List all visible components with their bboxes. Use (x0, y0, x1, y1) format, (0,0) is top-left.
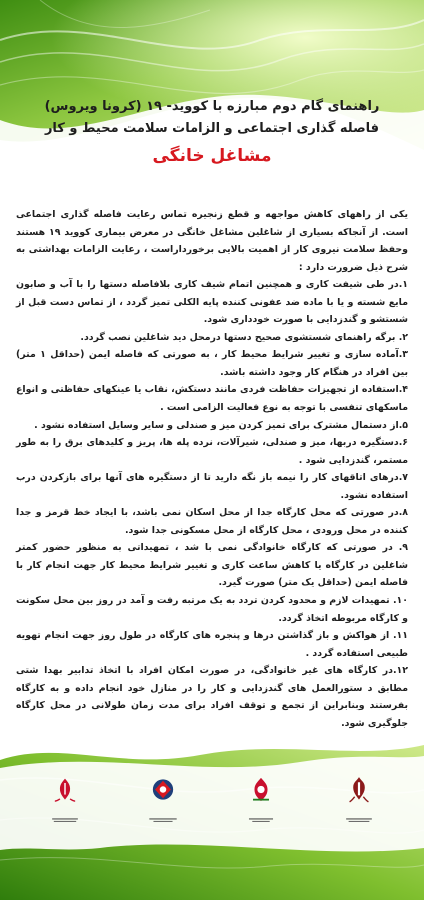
logo-ministry-health (24, 775, 106, 835)
handicraft-org-emblem-icon (146, 775, 180, 804)
guideline-item-3: ۳.آماده سازی و تغییر شرایط محیط کار ، به صورتی که فاصله ایمن (حداقل ۱ متر) بین افراد در هنگام کار وجود داشته باشد. (16, 349, 409, 378)
organization-logos (16, 775, 408, 837)
ministry-health-emblem-icon (48, 775, 82, 804)
logo-caption-lines (342, 806, 376, 835)
guideline-item-6: ۶.دستگیره دربها، میز و صندلی، شیرآلات، نرده پله ها، پریز و کلیدهای برق را به طور مستمر، گندزدایی شود . (16, 437, 408, 466)
guideline-item-5: ۵.از دستمال مشترک برای تمیز کردن میز و صندلی و سایر وسایل استفاده نشود . (34, 419, 408, 431)
guideline-item-1: ۱.در طی شیفت کاری و همچنین اتمام شیف کاری بلافاصله دستها را با آب و صابون مایع شسته و یا با ماده ضد عفونی کننده پایه الکلی تمیز گردد ، از تماس دست قبل از شستشو و گندزدایی با صورت خودداری شود. (16, 279, 408, 326)
logo-caption-lines (146, 806, 180, 835)
guideline-item-11: ۱۱. از هواکش و باز گذاشتن درها و پنجره های کارگاه در طول روز جهت انجام تهویه طبیعی استفاده گردد . (16, 630, 408, 659)
logo-caption-lines (48, 806, 82, 835)
logo-handicraft-org (122, 775, 204, 835)
poster-body (16, 206, 408, 732)
poster-header (8, 96, 416, 168)
guideline-item-12: ۱۲.در کارگاه های غیر خانوادگی، در صورت امکان افراد با اتخاذ تدابیر بهدا شتی مطابق د ستورالعمل های گندزدایی و کار را در منازل خود انجام داده و به کارگاه بفرستند وبنابراین از تجمع و توقف افراد برای مدت زمان طولانی در محل کارگاه جلوگیری شود. (16, 665, 408, 729)
guideline-item-9: ۹. در صورتی که کارگاه خانوادگی نمی با شد ، تمهیداتی به منظور حضور کمتر شاغلین در کارگاه یا کاهش ساعت کاری و تغییر شرایط محیط کار جهت انجام کار با فاصله ایمن (حداقل یک متر) صورت گیرد. (16, 542, 408, 589)
guideline-item-10: ۱۰. تمهیدات لازم و محدود کردن تردد به یک مرتبه رفت و آمد در روز بین محل سکونت و کارگاه مربوطه اتخاذ گردد. (16, 595, 408, 624)
poster-subtitle: مشاغل خانگی (152, 146, 272, 166)
cultural-heritage-emblem-icon (342, 775, 376, 804)
guideline-item-2: ۲. برگه راهنمای شستشوی صحیح دستها درمحل دید شاغلین نصب گردد. (80, 331, 408, 343)
cooperative-labor-emblem-icon (244, 775, 278, 804)
guideline-item-7: ۷.درهای اتاقهای کار را نیمه باز نگه دارید تا از دستگیره های آنها برای بازکردن درب استفاده نشود. (16, 472, 408, 501)
title-line-1: راهنمای گام دوم مبارزه با کووید- ۱۹ (کرونا ویروس) (44, 99, 380, 114)
guideline-item-8: ۸.در صورتی که محل کارگاه جدا از محل اسکان نمی باشد، با ایجاد خط قرمز و جدا کننده در محل ورودی ، محل کارگاه از محل مسکونی جدا شود. (16, 507, 408, 536)
intro-paragraph: یکی از راههای کاهش مواجهه و قطع زنجیره تماس رعایت فاصله گذاری اجتماعی است. از آنجاکه بسیاری از شاغلین مشاغل خانگی در معرض بیماری کووید ۱۹ هستند وحفظ سلامت نیروی کار از اهمیت بالایی برخورداراست ، رعایت الزامات بهداشتی به شرح ذیل ضرورت دارد : (16, 209, 408, 273)
logo-caption-lines (244, 806, 278, 835)
logo-cooperative-labor (220, 775, 302, 835)
guideline-item-4: ۴.استفاده از تجهیزات حفاظت فردی مانند دستکش، نقاب یا عینکهای حفاظتی و انواع ماسکهای تنفسی با توجه به نوع فعالیت الزامی است . (16, 384, 408, 414)
logo-cultural-heritage (318, 775, 400, 835)
title-line-2: فاصله گذاری اجتماعی و الزامات سلامت محیط و کار (44, 121, 380, 136)
